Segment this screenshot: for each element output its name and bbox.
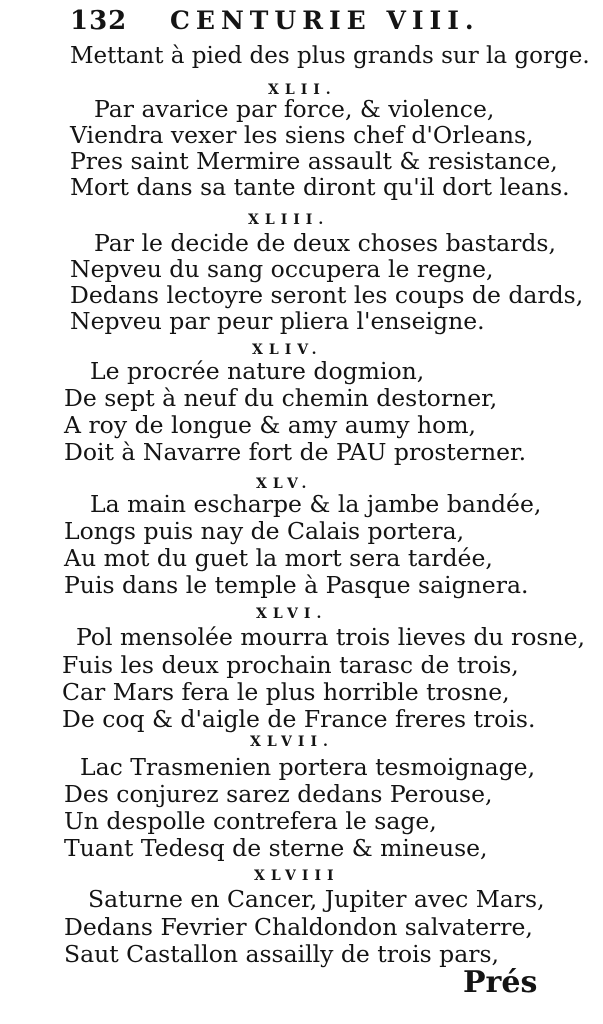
verse-line: Puis dans le temple à Pasque saignera. — [64, 571, 529, 599]
verse-line: Par avarice par force, & violence, — [94, 95, 495, 123]
verse-line: Au mot du guet la mort sera tardée, — [64, 544, 493, 572]
quatrain-numeral: XLII. — [268, 82, 337, 98]
catchword: Prés — [463, 965, 538, 1000]
verse-line: Tuant Tedesq de sterne & mineuse, — [64, 834, 488, 862]
running-title: CENTURIE VIII. — [170, 6, 480, 35]
verse-line: Dedans lectoyre seront les coups de dards, — [70, 281, 584, 309]
quatrain-numeral: XLIV. — [252, 342, 323, 358]
verse-line: Pol mensolée mourra trois lieves du rosne, — [76, 623, 585, 651]
verse-line: De sept à neuf du chemin destorner, — [64, 384, 498, 412]
verse-line: Saut Castallon assailly de trois pars, — [64, 940, 499, 968]
verse-line: Par le decide de deux choses bastards, — [94, 229, 556, 257]
verse-line: Car Mars fera le plus horrible trosne, — [62, 678, 510, 706]
verse-line: Dedans Fevrier Chaldondon salvaterre, — [64, 913, 533, 941]
carryover-line: Mettant à pied des plus grands sur la gorge. — [70, 41, 590, 69]
verse-line: Nepveu par peur pliera l'enseigne. — [70, 307, 485, 335]
verse-line: Mort dans sa tante diront qu'il dort leans. — [70, 173, 570, 201]
quatrain-numeral: XLIII. — [248, 212, 330, 228]
quatrain-numeral: XLVI. — [256, 606, 328, 622]
verse-line: A roy de longue & amy aumy hom, — [64, 411, 476, 439]
verse-line: La main escharpe & la jambe bandée, — [90, 490, 542, 518]
verse-line: Pres saint Mermire assault & resistance, — [70, 147, 558, 175]
verse-line: Des conjurez sarez dedans Perouse, — [64, 780, 493, 808]
quatrain-numeral: XLVII. — [250, 734, 334, 750]
verse-line: Le procrée nature dogmion, — [90, 357, 425, 385]
verse-line: Doit à Navarre fort de PAU prosterner. — [64, 438, 527, 466]
verse-line: Viendra vexer les siens chef d'Orleans, — [70, 121, 534, 149]
verse-line: Lac Trasmenien portera tesmoignage, — [80, 753, 536, 781]
verse-line: Nepveu du sang occupera le regne, — [70, 255, 494, 283]
page-number: 132 — [70, 6, 128, 36]
verse-line: Longs puis nay de Calais portera, — [64, 517, 465, 545]
verse-line: Saturne en Cancer, Jupiter avec Mars, — [88, 885, 545, 913]
page-header — [70, 4, 540, 44]
verse-line: Un despolle contrefera le sage, — [64, 807, 437, 835]
quatrain-numeral: XLV. — [256, 476, 313, 492]
verse-line: De coq & d'aigle de France freres trois. — [62, 705, 536, 733]
quatrain-numeral: XLVIII — [254, 868, 340, 884]
verse-line: Fuis les deux prochain tarasc de trois, — [62, 651, 519, 679]
